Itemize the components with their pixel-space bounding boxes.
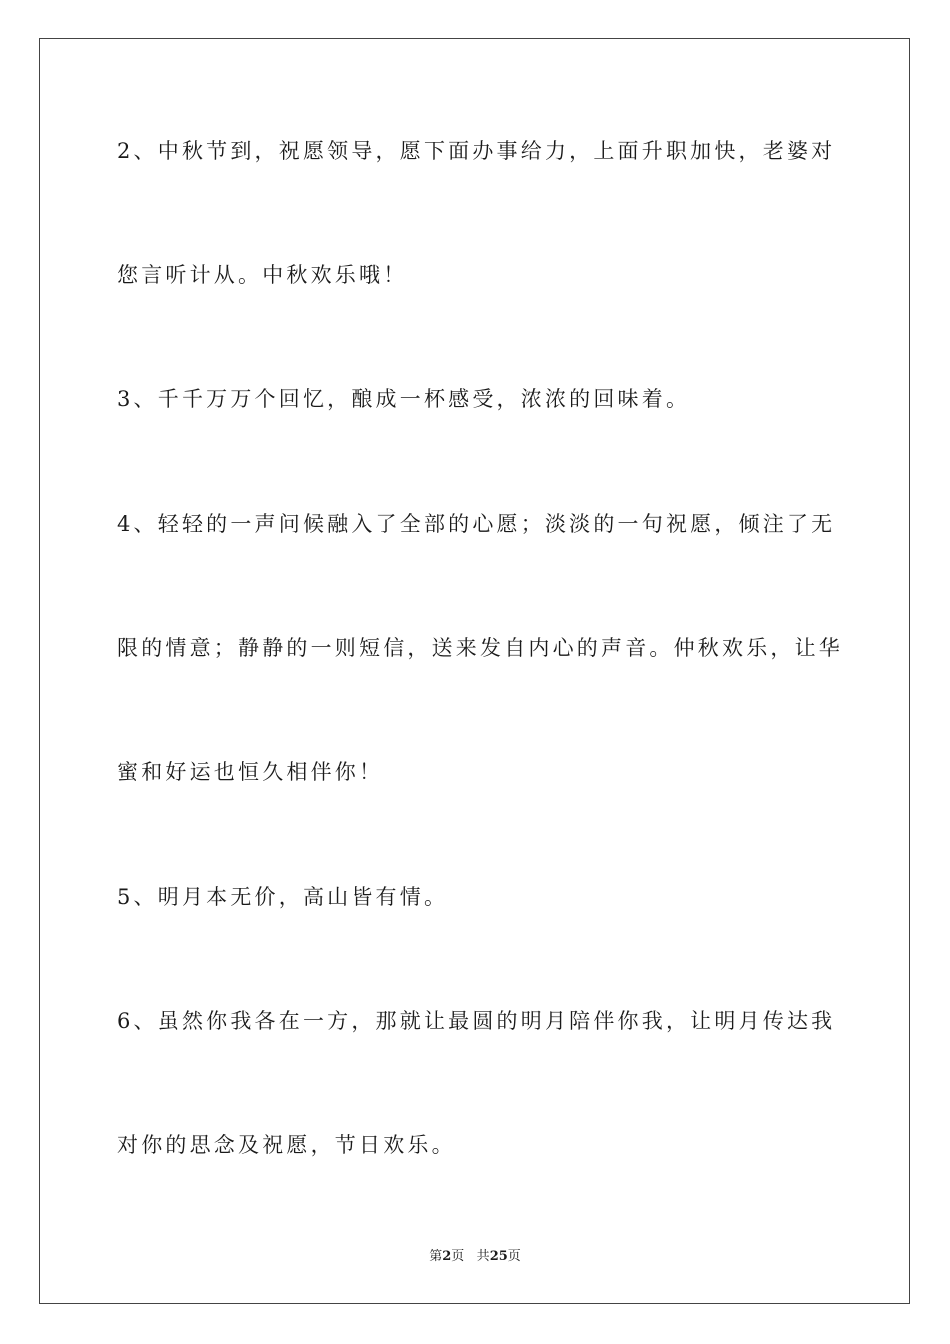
text-line-7: 5、明月本无价，高山皆有情。 [117,885,449,909]
text-line-3: 3、千千万万个回忆，酿成一杯感受，浓浓的回味着。 [117,387,691,411]
footer-page-suffix: 页 [451,1249,465,1264]
footer-total-suffix: 页 [507,1249,521,1264]
text-line-9: 对你的思念及祝愿，节日欢乐。 [117,1133,456,1157]
text-line-8: 6、虽然你我各在一方，那就让最圆的明月陪伴你我，让明月传达我 [117,1009,836,1033]
footer-total-number: 25 [489,1249,508,1264]
text-line-5: 限的情意；静静的一则短信，送来发自内心的声音。仲秋欢乐，让华 [117,636,843,660]
text-line-2: 您言听计从。中秋欢乐哦！ [117,263,408,287]
page-frame [39,38,910,1304]
page-footer [0,1248,950,1266]
text-line-1: 2、中秋节到，祝愿领导，愿下面办事给力，上面升职加快，老婆对 [117,139,836,163]
footer-page-prefix: 第 [429,1249,443,1264]
footer-total-prefix: 共 [476,1249,490,1264]
footer-page-number: 2 [442,1249,452,1264]
text-line-4: 4、轻轻的一声问候融入了全部的心愿；淡淡的一句祝愿，倾注了无 [117,512,836,536]
text-line-6: 蜜和好运也恒久相伴你！ [117,760,384,784]
